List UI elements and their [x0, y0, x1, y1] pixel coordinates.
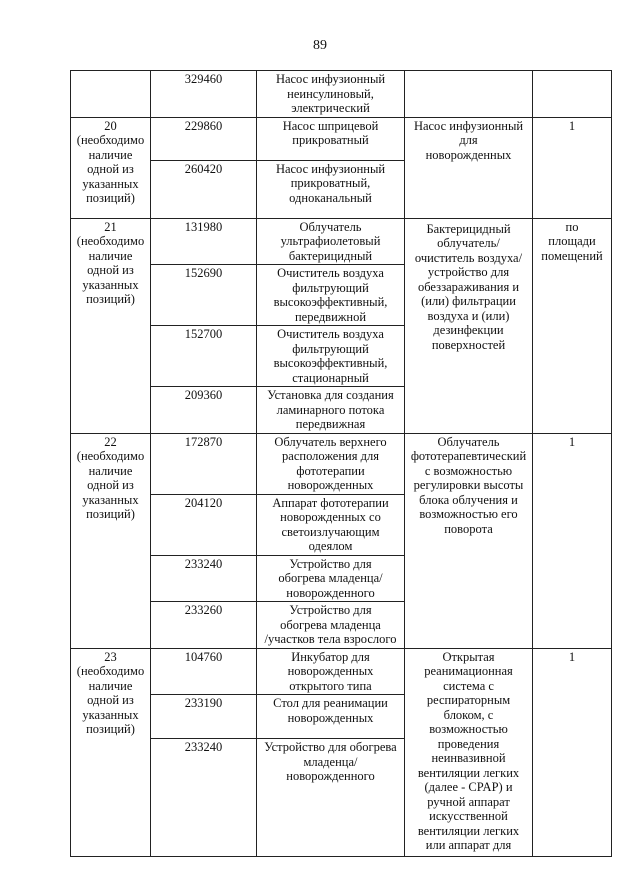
name-cell: Очиститель воздуха фильтрующий высокоэффективный, передвижной [257, 265, 405, 326]
code-cell: 209360 [151, 387, 257, 434]
group-label: 21 (необходимо наличие одной из указанных позиций) [71, 218, 151, 433]
equipment-table [70, 70, 612, 857]
qty-cell: по площади помещений [533, 218, 612, 433]
name-cell: Насос инфузионный прикроватный, одноканальный [257, 160, 405, 218]
name-cell: Инкубатор для новорожденных открытого типа [257, 648, 405, 695]
kind-cell: Бактерицидный облучатель/ очиститель воздуха/ устройство для обеззараживания и (или) фильтрации воздуха и (или) дезинфекции поверхностей [405, 218, 533, 433]
code-cell: 233260 [151, 602, 257, 649]
kind-cell: Облучатель фототерапевтический с возможностью регулировки высоты блока облучения и возможностью его поворота [405, 433, 533, 648]
code-cell: 131980 [151, 218, 257, 265]
kind-cell [405, 71, 533, 118]
code-cell: 233190 [151, 695, 257, 739]
table-row [71, 433, 612, 494]
code-cell: 260420 [151, 160, 257, 218]
qty-cell: 1 [533, 433, 612, 648]
table-row [71, 218, 612, 265]
name-cell: Стол для реанимации новорожденных [257, 695, 405, 739]
code-cell: 329460 [151, 71, 257, 118]
name-cell: Облучатель ультрафиолетовый бактерицидный [257, 218, 405, 265]
page-number: 89 [313, 38, 327, 53]
name-cell: Облучатель верхнего расположения для фототерапии новорожденных [257, 433, 405, 494]
name-cell: Насос шприцевой прикроватный [257, 117, 405, 160]
code-cell: 204120 [151, 494, 257, 555]
code-cell: 233240 [151, 739, 257, 857]
code-cell: 229860 [151, 117, 257, 160]
table-row [71, 648, 612, 695]
code-cell: 152690 [151, 265, 257, 326]
table-row [71, 117, 612, 160]
name-cell: Насос инфузионный неинсулиновый, электрический [257, 71, 405, 118]
group-label: 22 (необходимо наличие одной из указанных позиций) [71, 433, 151, 648]
code-cell: 172870 [151, 433, 257, 494]
name-cell: Устройство для обогрева младенца/ новорожденного [257, 555, 405, 602]
name-cell: Установка для создания ламинарного потока передвижная [257, 387, 405, 434]
name-cell: Очиститель воздуха фильтрующий высокоэффективный, стационарный [257, 326, 405, 387]
code-cell: 104760 [151, 648, 257, 695]
kind-cell: Насос инфузионный для новорожденных [405, 117, 533, 218]
table-row [71, 71, 612, 118]
kind-cell: Открытая реанимационная система с респираторным блоком, с возможностью проведения неинвазивной вентиляции легких (далее - CPAP) и ручной аппарат искусственной вентиляции легких или аппарат для [405, 648, 533, 857]
name-cell: Устройство для обогрева младенца/новорожденного [257, 739, 405, 857]
group-cell [71, 71, 151, 118]
code-cell: 152700 [151, 326, 257, 387]
qty-cell: 1 [533, 117, 612, 218]
name-cell: Устройство для обогрева младенца /участков тела взрослого [257, 602, 405, 649]
name-cell: Аппарат фототерапии новорожденных со светоизлучающим одеялом [257, 494, 405, 555]
qty-cell: 1 [533, 648, 612, 857]
code-cell: 233240 [151, 555, 257, 602]
group-label: 23 (необходимо наличие одной из указанных позиций) [71, 648, 151, 857]
qty-cell [533, 71, 612, 118]
group-label: 20 (необходимо наличие одной из указанных позиций) [71, 117, 151, 218]
